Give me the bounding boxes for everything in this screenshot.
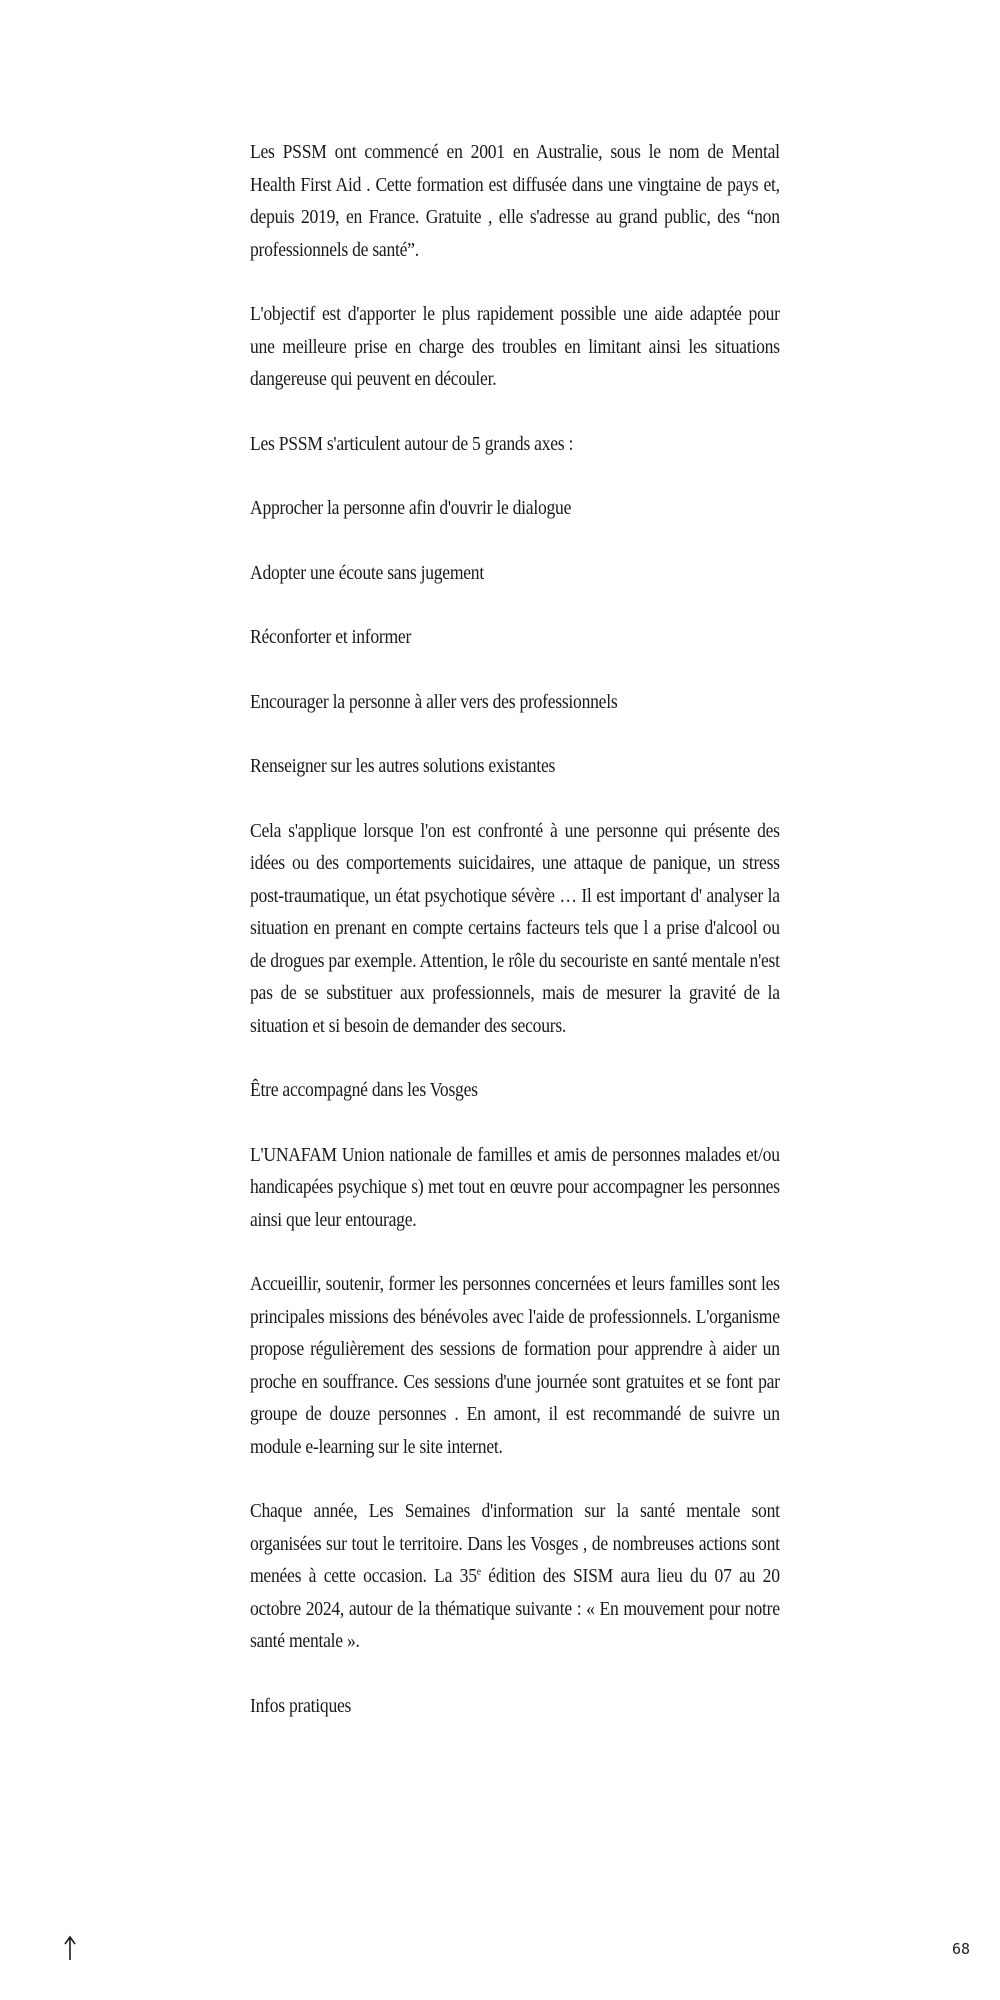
axis-item: Réconforter et informer xyxy=(250,626,412,648)
axis-item: Encourager la personne à aller vers des professionnels xyxy=(250,690,618,713)
arrow-up-icon xyxy=(60,1934,80,1964)
axis-item: Renseigner sur les autres solutions existantes xyxy=(250,755,556,777)
unafam-paragraph: L'UNAFAM Union nationale de familles et amis de personnes malades et/ou handicapées psychique s) met tout en œuvre pour accompagner les personnes ainsi que leur entourage. xyxy=(250,1143,780,1231)
missions-paragraph: Accueillir, soutenir, former les personnes concernées et leurs familles sont les principales missions des bénévoles avec l'aide de professionnels. L'organisme propose régulièrement des sessions de formation pour apprendre à aider un proche en souffrance. Ces sessions d'une journée sont gratuites et se font par groupe de douze personnes . En amont, il est recommandé de suivre un module e-learning sur le site internet. xyxy=(250,1273,780,1458)
application-paragraph: Cela s'applique lorsque l'on est confronté à une personne qui présente des idées ou des comportements suicidaires, une attaque de panique, un stress post-traumatique, un état psychotique sévère … Il est important d' analyser la situation en prenant en compte certains facteurs tels que l a prise d'alcool ou de drogues par exemple. Attention, le rôle du secouriste en santé mentale n'est pas de se substituer aux professionnels, mais de mesurer la gravité de la situation et si besoin de demander des secours. xyxy=(250,819,780,1037)
article-body xyxy=(250,136,780,1754)
sism-text-after: édition des SISM aura lieu du 07 au 20 octobre 2024, autour de la thématique suivante : « En mouvement pour notre santé mentale ». xyxy=(250,1565,780,1652)
page-number: 68 xyxy=(951,1940,970,1958)
section-heading-vosges: Être accompagné dans les Vosges xyxy=(250,1079,478,1101)
sism-superscript: e xyxy=(476,1565,481,1578)
back-to-top-button[interactable] xyxy=(60,1934,80,1964)
infos-pratiques-heading: Infos pratiques xyxy=(250,1694,352,1717)
sism-paragraph xyxy=(250,1495,780,1658)
objective-paragraph: L'objectif est d'apporter le plus rapidement possible une aide adaptée pour une meilleure prise en charge des troubles en limitant ainsi les situations dangereuse qui peuvent en découler. xyxy=(250,303,780,390)
intro-paragraph: Les PSSM ont commencé en 2001 en Australie, sous le nom de Mental Health First Aid . Cette formation est diffusée dans une vingtaine de pays et, depuis 2019, en France. Gratuite , elle s'adresse au grand public, des “non professionnels de santé”. xyxy=(250,141,780,261)
sism-text-before: Chaque année, Les Semaines d'information sur la santé mentale sont organisées sur tout le territoire. Dans les Vosges , de nombreuses actions sont menées à cette occasion. La 35 xyxy=(250,1500,780,1587)
axis-item: Approcher la personne afin d'ouvrir le dialogue xyxy=(250,497,572,519)
axes-intro: Les PSSM s'articulent autour de 5 grands axes : xyxy=(250,432,574,455)
axis-item: Adopter une écoute sans jugement xyxy=(250,561,484,584)
